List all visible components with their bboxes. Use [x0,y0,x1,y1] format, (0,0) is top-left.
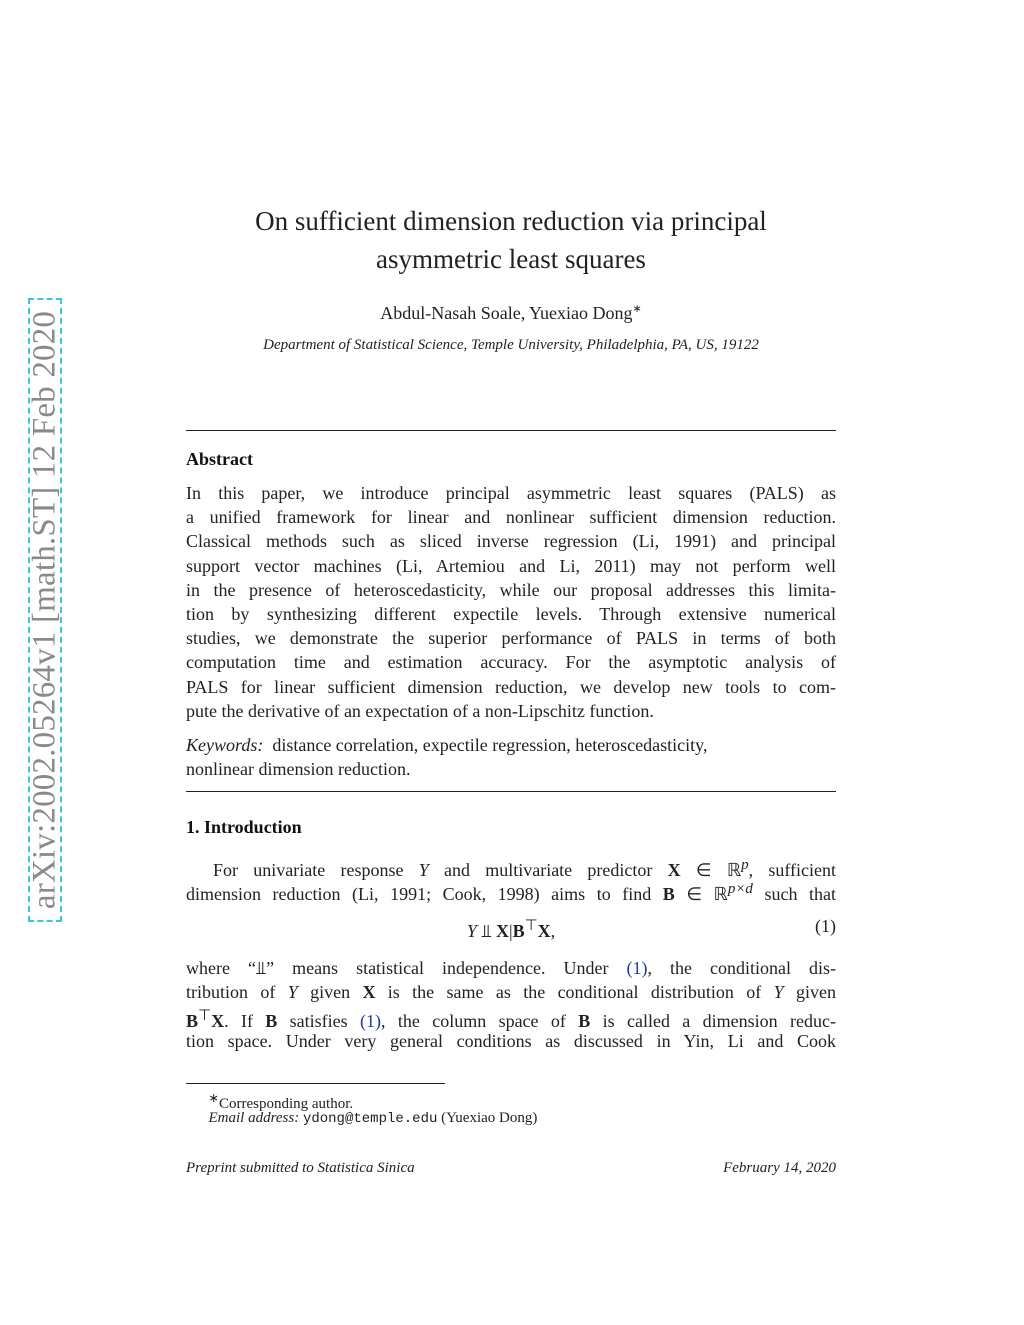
equation-ref-link[interactable]: (1) [360,1011,382,1032]
abstract-line: In this paper, we introduce principal asymmetric least squares (PALS) as [186,483,836,503]
footnote-email [186,1110,836,1127]
abstract-top-rule [186,430,836,431]
abstract-line: PALS for linear sufficient dimension reduction, we develop new tools to com- [186,676,836,697]
email-label: Email address: [208,1110,300,1126]
abstract-line: a unified framework for linear and nonlinear sufficient dimension reduction. [186,507,836,528]
abstract-heading: Abstract [186,449,253,469]
intro-paragraph-1 [186,853,836,905]
section-heading-introduction: 1. Introduction [186,817,302,837]
footnote-corresponding: ∗Corresponding author. [208,1091,354,1112]
abstract-line: computation time and estimation accuracy. For the asymptotic analysis of [186,652,836,673]
intro-p1-line-2: dimension reduction (Li, 1991; Cook, 1998) aims to find B ∈ ℝ$^{p\times d}$ such that [186,881,836,905]
intro-p2-line-1: where “⫫” means statistical independence. Under (1), the conditional dis- [186,958,836,978]
abstract-line: support vector machines (Li, Artemiou and Li, 2011) may not perform well [186,555,836,576]
footnote-marker: ∗ [208,1091,219,1105]
author-list [186,302,836,324]
abstract-line: studies, we demonstrate the superior performance of PALS in terms of both [186,628,836,649]
abstract-line: Classical methods such as sliced inverse regression (Li, 1991) and principal [186,531,836,552]
abstract-line: in the presence of heteroscedasticity, while our proposal addresses this limita- [186,579,836,600]
preprint-note: Preprint submitted to Statistica Sinica [186,1160,415,1176]
arxiv-stamp-text[interactable]: arXiv:2002.05264v1 [math.ST] 12 Feb 2020 [26,310,63,910]
email-owner: (Yuexiao Dong) [441,1110,538,1126]
keywords-label: Keywords: [186,735,264,755]
title-line-2: asymmetric least squares [376,244,646,274]
title-line-1: On sufficient dimension reduction via principal [255,206,767,236]
intro-p2-line-3: B⊤X. If B satisfies (1), the column space of B is called a dimension reduc- [186,1008,836,1032]
footnote-rule [186,1083,445,1084]
affiliation: Department of Statistical Science, Temple University, Philadelphia, PA, US, 19122 [263,337,759,353]
intro-p2-line-2: tribution of Y given X is the same as the conditional distribution of Y given [186,982,836,1003]
intro-paragraph-2 [186,956,836,1053]
abstract-body [186,481,836,723]
keywords-line-2: nonlinear dimension reduction. [186,759,411,780]
intro-p1-line-1: For univariate response Y and multivariate predictor X ∈ ℝ$^p$, sufficient [213,857,836,880]
preprint-date: February 14, 2020 [723,1160,836,1176]
abstract-line: tion by synthesizing different expectile levels. Through extensive numerical [186,603,836,624]
paper-title [186,202,836,278]
equation-ref-link[interactable]: (1) [626,958,648,978]
equation-number: (1) [815,916,836,936]
corresponding-author-marker[interactable]: ∗ [632,303,642,315]
equation-body: Y ⫫ X|B⊤X, [466,918,556,941]
author-names: Abdul-Nasah Soale, Yuexiao Dong [380,303,633,323]
email-link[interactable]: ydong@temple.edu [302,1111,438,1127]
keywords [186,733,836,781]
abstract-bottom-rule [186,791,836,792]
intro-p2-line-4: tion space. Under very general conditions as discussed in Yin, Li and Cook [186,1030,836,1051]
abstract-line: pute the derivative of an expectation of a non-Lipschitz function. [186,700,654,721]
keywords-text-1: distance correlation, expectile regression, heteroscedasticity, [272,735,708,755]
keywords-line-1 [186,733,836,757]
